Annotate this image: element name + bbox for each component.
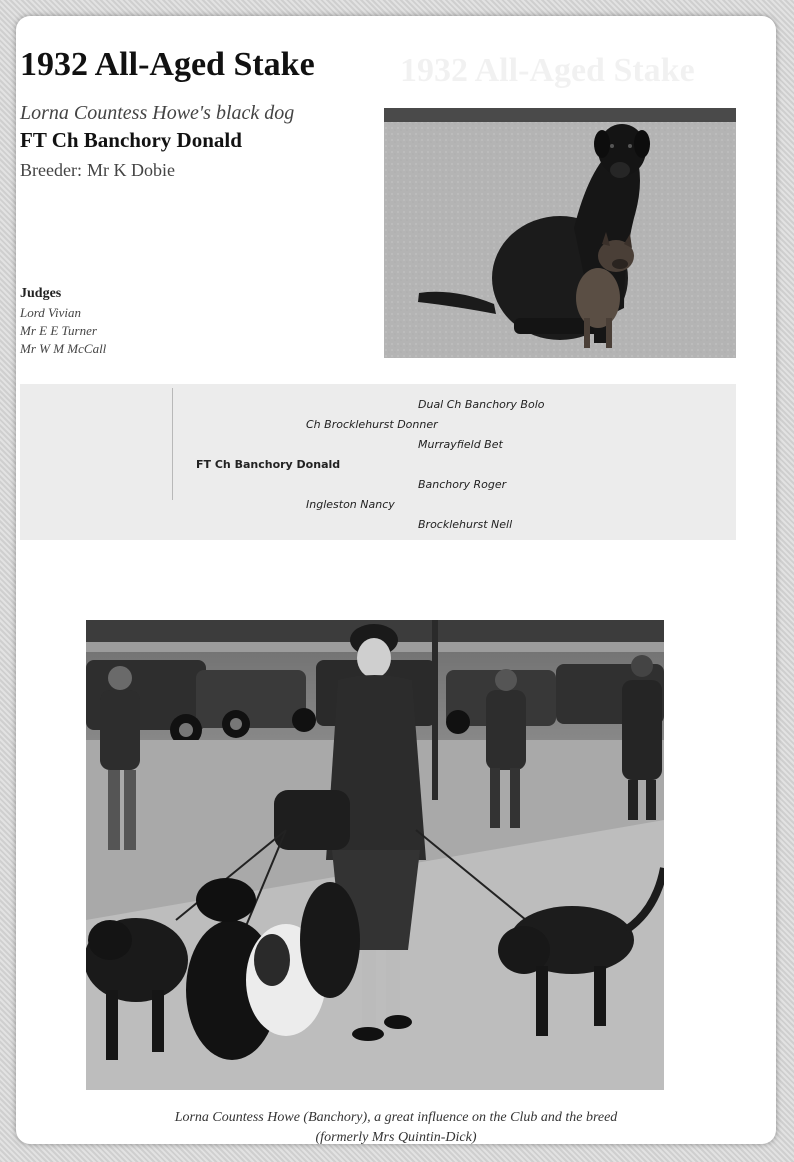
pedigree-chart [20,384,736,540]
judge-name: Mr W M McCall [20,341,107,356]
breeder-value: Mr K Dobie [86,160,175,180]
street-scene-illustration [86,620,664,1090]
judges-section [20,286,106,358]
dog-portrait-photo [384,108,736,358]
photo-caption-line-1: Lorna Countess Howe (Banchory), a great influence on the Club and the breed [174,1110,618,1125]
book-page [16,16,776,1144]
pedigree-subject: FT Ch Banchory Donald [196,458,341,471]
pedigree-divider [172,388,173,500]
bleed-through-title: 1932 All-Aged Stake [400,52,695,89]
judge-name: Lord Vivian [20,305,82,320]
labrador-illustration [384,108,736,358]
pedigree-dam-sire: Banchory Roger [418,478,507,491]
breeder-label: Breeder: [20,160,82,180]
pedigree-dam: Ingleston Nancy [306,498,395,511]
breeder-line [20,160,175,181]
pedigree-sire-dam: Murrayfield Bet [418,438,503,451]
street-dog-walk-photo [86,620,664,1090]
pedigree-sire-sire: Dual Ch Banchory Bolo [418,398,545,411]
judges-heading: Judges [20,286,62,301]
page-title: 1932 All-Aged Stake [20,46,315,83]
pedigree-sire: Ch Brocklehurst Donner [306,418,438,431]
photo-caption-line-2: (formerly Mrs Quintin-Dick) [315,1130,477,1144]
owner-line: Lorna Countess Howe's black dog [20,102,295,124]
pedigree-dam-dam: Brocklehurst Nell [418,518,513,531]
dog-name: FT Ch Banchory Donald [20,128,242,152]
judge-name: Mr E E Turner [20,323,97,338]
